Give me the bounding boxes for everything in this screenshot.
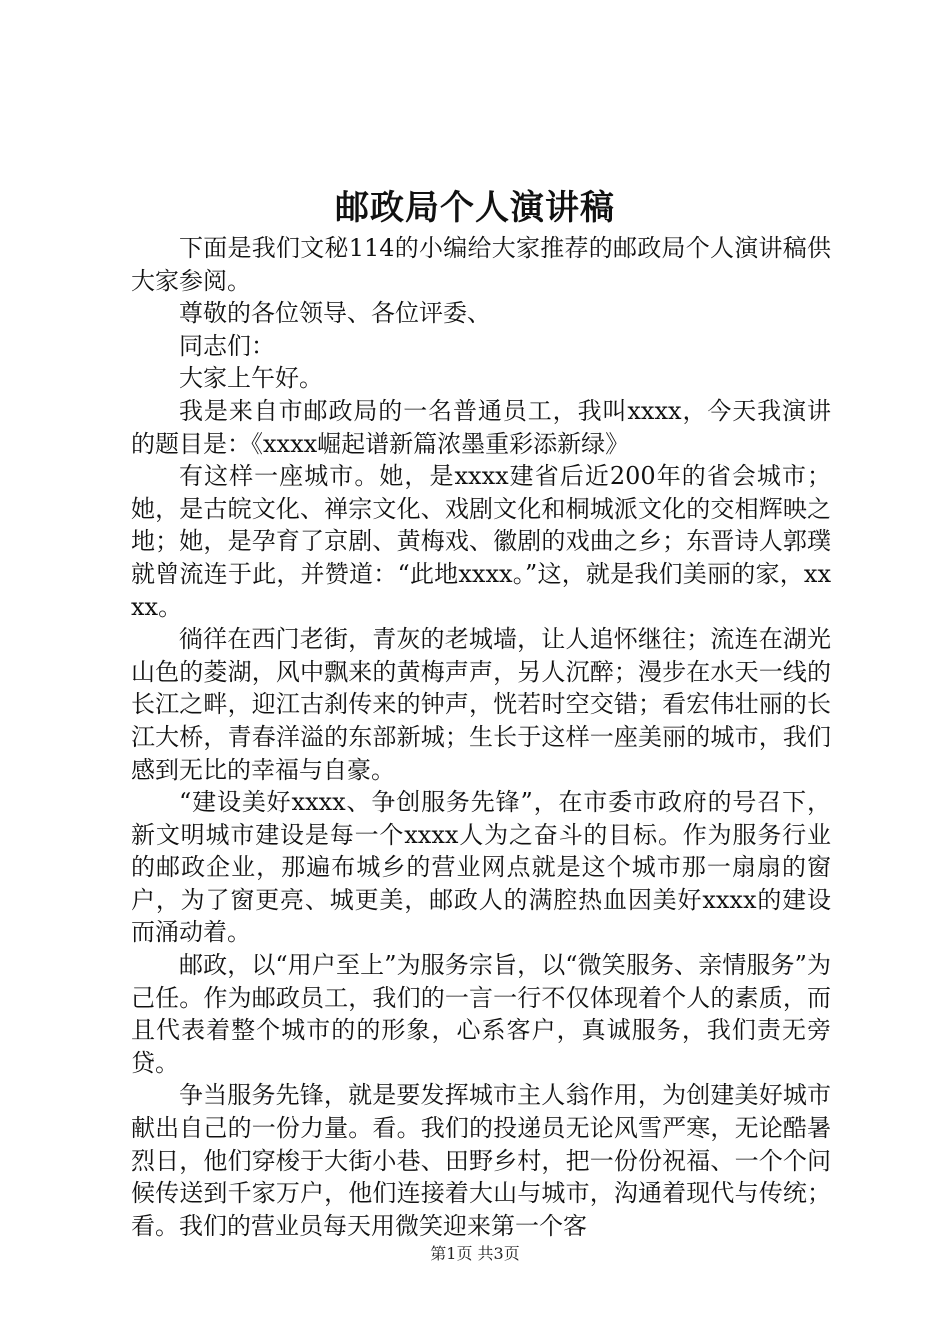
document-title: 邮政局个人演讲稿: [335, 188, 615, 228]
paragraph-comrades: 同志们：: [179, 331, 275, 360]
page-footer: 第1页 共3页: [430, 1244, 520, 1263]
paragraph-city: 有这样一座城市。她，是xxxx建省后近200年的省会城市；她，是古皖文化、禅宗文化、戏剧文化和桐城派文化的交相辉映之地；她，是孕育了京剧、黄梅戏、徽剧的戏曲之乡；东晋诗人郭璞就曾流连于此，并赞道：“此地xxxx。”这，就是我们美丽的家，xxxx。: [131, 462, 831, 621]
paragraph-salutation: 尊敬的各位领导、各位评委、: [179, 299, 491, 328]
paragraph-self-intro: 我是来自市邮政局的一名普通员工，我叫xxxx，今天我演讲的题目是：《xxxx崛起谱新篇浓墨重彩添新绿》: [131, 396, 831, 458]
paragraph-service-pioneer: 争当服务先锋，就是要发挥城市主人翁作用，为创建美好城市献出自己的一份力量。看。我们的投递员无论风雪严寒，无论酷暑烈日，他们穿梭于大街小巷、田野乡村，把一份份祝福、一个个问候传送到千家万户，他们连接着大山与城市，沟通着现代与传统；看。我们的营业员每天用微笑迎来第一个客: [131, 1081, 831, 1240]
document-body: [131, 232, 831, 1242]
paragraph-construction: “建设美好xxxx、争创服务先锋”，在市委市政府的号召下，新文明城市建设是每一个xxxx人为之奋斗的目标。作为服务行业的邮政企业，那遍布城乡的营业网点就是这个城市那一扇扇的窗户，为了窗更亮、城更美，邮政人的满腔热血因美好xxxx的建设而涌动着。: [131, 788, 831, 947]
paragraph-scenery: 徜徉在西门老街，青灰的老城墙，让人追怀继往；流连在湖光山色的菱湖，风中飘来的黄梅声声，另人沉醉；漫步在水天一线的长江之畔，迎江古刹传来的钟声，恍若时空交错；看宏伟壮丽的长江大桥，青春洋溢的东部新城；生长于这样一座美丽的城市，我们感到无比的幸福与自豪。: [131, 625, 831, 784]
paragraph-greeting: 大家上午好。: [179, 364, 323, 393]
paragraph-intro: 下面是我们文秘114的小编给大家推荐的邮政局个人演讲稿供大家参阅。: [131, 234, 831, 295]
paragraph-postal-service: 邮政，以“用户至上”为服务宗旨，以“微笑服务、亲情服务”为己任。作为邮政员工，我们的一言一行不仅体现着个人的素质，而且代表着整个城市的的形象，心系客户，真诚服务，我们责无旁贷。: [131, 951, 831, 1077]
